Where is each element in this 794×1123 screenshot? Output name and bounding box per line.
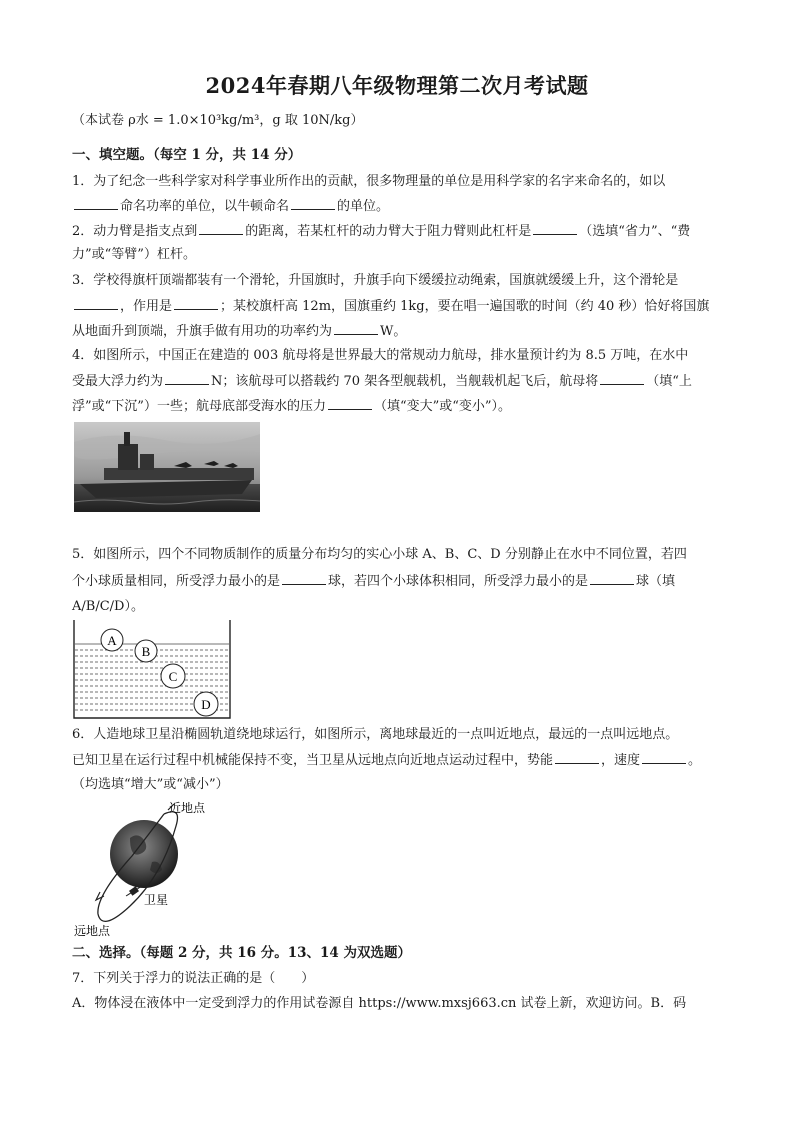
q6-line2: 已知卫星在运行过程中机械能保持不变，当卫星从远地点向近地点运动过程中，势能 ，速度 。: [72, 753, 702, 768]
exam-title: 2024年春期八年级物理第二次月考试题: [205, 73, 589, 98]
q5-line3: A/B/C/D）。: [72, 599, 144, 614]
q4-line3: 浮”或“下沉”）一些；航母底部受海水的压力 （填“变大”或“变小”）。: [72, 399, 512, 414]
ball-b-label: B: [141, 644, 151, 659]
q2-blank1[interactable]: [199, 222, 243, 235]
q1-line1: 1．为了纪念一些科学家对科学事业所作出的贡献，很多物理量的单位是用科学家的名字来命名的，如以: [72, 174, 666, 189]
q6-line3: （均选填“增大”或“减小”）: [72, 777, 229, 792]
q1-line2: 命名功率的单位，以牛顿命名 的单位。: [72, 197, 389, 216]
q6-line1: 6．人造地球卫星沿椭圆轨道绕地球运行，如图所示，离地球最近的一点叫近地点，最远的一点叫远地点。: [72, 727, 679, 742]
balls-in-water-diagram: [72, 618, 236, 720]
q7-stem: 7．下列关于浮力的说法正确的是（ ）: [72, 971, 315, 986]
q2-blank2[interactable]: [533, 222, 577, 235]
aircraft-carrier-photo: [74, 422, 260, 512]
q3-line1: 3．学校得旗杆顶端都装有一个滑轮，升国旗时，升旗手向下缓缓拉动绳索，国旗就缓缓上升，这个滑轮是: [72, 273, 679, 288]
satellite-icon: [126, 886, 142, 896]
q6-blank2[interactable]: [642, 751, 686, 764]
ball-c-label: C: [168, 669, 178, 684]
q2-line2: 力”或“等臂”）杠杆。: [72, 247, 196, 262]
q4-blank2[interactable]: [600, 372, 644, 385]
q5-blank2[interactable]: [590, 572, 634, 585]
q7-option-a: A．物体浸在液体中一定受到浮力的作用试卷源自 https://www.mxsj663.cn 试卷上新，欢迎访问。B．码: [72, 996, 687, 1011]
perigee-label: 近地点: [169, 801, 206, 815]
q1-blank2[interactable]: [291, 197, 335, 210]
q6-blank1[interactable]: [555, 751, 599, 764]
q3-blank2[interactable]: [174, 297, 218, 310]
q4-line2: 受最大浮力约为 N；该航母可以搭载约 70 架各型舰载机，当舰载机起飞后，航母将 （填“上: [72, 374, 692, 389]
section-1-heading: 一、填空题。（每空 1 分，共 14 分）: [72, 147, 302, 163]
q5-blank1[interactable]: [282, 572, 326, 585]
q1-blank1[interactable]: [74, 197, 118, 210]
ball-d-label: D: [201, 697, 211, 712]
q3-blank3[interactable]: [334, 322, 378, 335]
satellite-label: 卫星: [144, 893, 169, 907]
q4-blank1[interactable]: [165, 372, 209, 385]
constants-note: （本试卷 ρ水 = 1.0×10³kg/m³，g 取 10N/kg）: [72, 113, 364, 128]
q5-line2: 个小球质量相同，所受浮力最小的是 球，若四个小球体积相同，所受浮力最小的是 球（填: [72, 574, 676, 589]
q2-line1: 2．动力臂是指支点到 的距离，若某杠杆的动力臂大于阻力臂则此杠杆是 （选填“省力”、“费: [72, 224, 691, 239]
q3-line2: ，作用是 ；某校旗杆高 12m，国旗重约 1kg，要在唱一遍国歌的时间（约 40 秒）恰好将国旗: [72, 297, 709, 316]
q3-blank1[interactable]: [74, 297, 118, 310]
q4-blank3[interactable]: [328, 397, 372, 410]
ball-a-label: A: [107, 633, 117, 648]
section-2-heading: 二、选择。（每题 2 分，共 16 分。13、14 为双选题）: [72, 945, 412, 961]
q4-line1: 4．如图所示，中国正在建造的 003 航母将是世界最大的常规动力航母，排水量预计约为 8.5 万吨，在水中: [72, 348, 689, 363]
q3-line3: 从地面升到顶端，升旗手做有用功的功率约为 W。: [72, 324, 407, 339]
earth-icon: [110, 820, 178, 888]
satellite-orbit-diagram: [72, 796, 232, 938]
q5-line1: 5．如图所示，四个不同物质制作的质量分布均匀的实心小球 A、B、C、D 分别静止在水中不同位置，若四: [72, 547, 687, 562]
apogee-label: 远地点: [74, 924, 111, 938]
